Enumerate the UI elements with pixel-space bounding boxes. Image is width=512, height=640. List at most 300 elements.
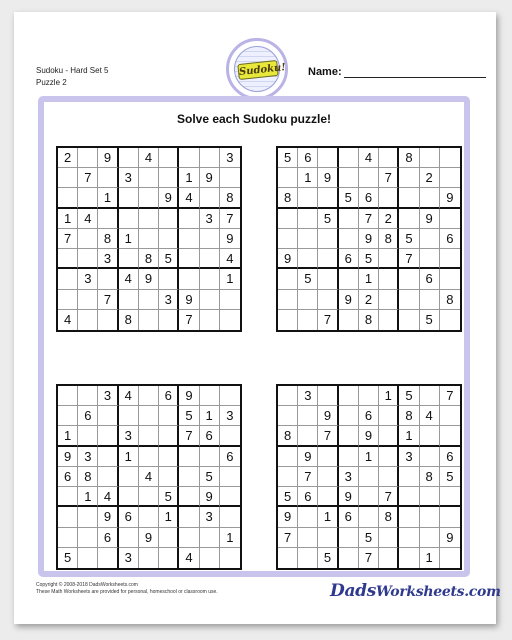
sudoku-cell <box>179 447 199 467</box>
sudoku-cell <box>278 269 298 289</box>
sudoku-cell: 4 <box>119 386 139 406</box>
sudoku-cell: 3 <box>119 548 139 568</box>
sudoku-cell: 7 <box>179 310 199 330</box>
sudoku-cell <box>399 269 419 289</box>
sudoku-grid-1 <box>56 146 242 332</box>
sudoku-cell: 8 <box>379 229 399 249</box>
sudoku-cell <box>399 487 419 507</box>
sudoku-cell <box>318 148 338 168</box>
sudoku-cell <box>119 406 139 426</box>
sudoku-cell: 9 <box>359 229 379 249</box>
sudoku-cell <box>139 426 159 446</box>
sudoku-cell <box>179 269 199 289</box>
sudoku-cell <box>220 467 240 487</box>
sudoku-cell: 9 <box>159 188 179 208</box>
sudoku-cell <box>78 148 98 168</box>
badge-grid-graphic <box>234 46 287 92</box>
sudoku-cell: 1 <box>359 269 379 289</box>
sudoku-cell <box>139 386 159 406</box>
sudoku-cell <box>139 487 159 507</box>
sudoku-cell <box>98 447 118 467</box>
sudoku-cell: 2 <box>379 209 399 229</box>
sudoku-cell <box>159 467 179 487</box>
sudoku-cell: 3 <box>298 386 318 406</box>
sudoku-cell: 5 <box>318 548 338 568</box>
copyright-text: Copyright © 2008-2018 DadsWorksheets.com <box>36 582 138 588</box>
sudoku-cell: 7 <box>359 548 379 568</box>
sudoku-cell <box>139 406 159 426</box>
sudoku-cell: 8 <box>139 249 159 269</box>
sudoku-cell <box>318 467 338 487</box>
sudoku-cell <box>420 188 440 208</box>
sudoku-cell <box>420 487 440 507</box>
sudoku-cell <box>399 528 419 548</box>
sudoku-cell: 7 <box>298 467 318 487</box>
sudoku-cell <box>339 168 359 188</box>
sudoku-cell: 2 <box>420 168 440 188</box>
sudoku-badge-logo <box>226 38 288 100</box>
sudoku-cell <box>98 310 118 330</box>
sudoku-cell: 3 <box>220 406 240 426</box>
sudoku-cell <box>98 426 118 446</box>
sudoku-cell: 7 <box>58 229 78 249</box>
sudoku-cell <box>298 507 318 527</box>
sudoku-cell <box>58 487 78 507</box>
sudoku-cell: 9 <box>98 148 118 168</box>
sudoku-cell: 6 <box>119 507 139 527</box>
sudoku-cell: 9 <box>298 447 318 467</box>
sudoku-cell <box>98 168 118 188</box>
sudoku-cell: 8 <box>78 467 98 487</box>
sudoku-cell: 4 <box>420 406 440 426</box>
sudoku-cell: 5 <box>58 548 78 568</box>
sudoku-cell: 9 <box>420 209 440 229</box>
sudoku-cell <box>98 406 118 426</box>
sudoku-cell <box>379 249 399 269</box>
sudoku-cell: 7 <box>98 290 118 310</box>
sudoku-cell: 9 <box>440 188 460 208</box>
dadsworksheets-logo <box>330 580 501 602</box>
sudoku-cell <box>159 447 179 467</box>
sudoku-cell <box>278 386 298 406</box>
name-label: Name: <box>308 66 342 78</box>
sudoku-cell: 9 <box>98 507 118 527</box>
sudoku-cell: 8 <box>399 406 419 426</box>
sudoku-cell <box>420 426 440 446</box>
sudoku-cell: 8 <box>278 426 298 446</box>
name-line <box>344 77 486 78</box>
sudoku-cell <box>379 188 399 208</box>
sudoku-cell <box>359 467 379 487</box>
sudoku-cell: 4 <box>58 310 78 330</box>
sudoku-cell: 1 <box>119 447 139 467</box>
sudoku-cell: 4 <box>139 148 159 168</box>
sudoku-cell: 6 <box>220 447 240 467</box>
sudoku-cell: 5 <box>339 188 359 208</box>
badge-text: Sudoku! <box>237 60 278 80</box>
sudoku-cell: 9 <box>220 229 240 249</box>
sudoku-cell <box>119 487 139 507</box>
sudoku-cell <box>139 548 159 568</box>
sudoku-cell: 6 <box>440 447 460 467</box>
sudoku-cell <box>119 528 139 548</box>
sudoku-cell <box>278 209 298 229</box>
sudoku-cell <box>379 406 399 426</box>
sudoku-cell <box>220 507 240 527</box>
sudoku-cell <box>298 188 318 208</box>
sudoku-cell <box>399 188 419 208</box>
puzzle-number: Puzzle 2 <box>36 78 67 87</box>
sudoku-cell <box>440 487 460 507</box>
sudoku-cell <box>200 310 220 330</box>
sudoku-cell: 3 <box>200 507 220 527</box>
sudoku-cell <box>159 406 179 426</box>
sudoku-cell <box>159 548 179 568</box>
sudoku-cell <box>139 310 159 330</box>
sudoku-cell <box>139 290 159 310</box>
sudoku-cell <box>200 447 220 467</box>
sudoku-cell: 7 <box>318 426 338 446</box>
sudoku-cell <box>339 269 359 289</box>
sudoku-cell: 5 <box>399 386 419 406</box>
sudoku-cell: 7 <box>278 528 298 548</box>
sudoku-cell <box>318 229 338 249</box>
sudoku-cell: 6 <box>339 249 359 269</box>
sudoku-cell: 8 <box>220 188 240 208</box>
sudoku-cell <box>78 528 98 548</box>
sudoku-cell <box>379 290 399 310</box>
sudoku-cell <box>399 467 419 487</box>
sudoku-cell <box>58 269 78 289</box>
sudoku-cell: 4 <box>119 269 139 289</box>
sudoku-cell: 9 <box>339 487 359 507</box>
sudoku-cell <box>119 148 139 168</box>
sudoku-cell <box>98 548 118 568</box>
sudoku-cell: 5 <box>440 467 460 487</box>
sudoku-cell: 8 <box>440 290 460 310</box>
sudoku-cell <box>58 386 78 406</box>
sudoku-cell <box>399 168 419 188</box>
sudoku-cell: 1 <box>359 447 379 467</box>
sudoku-cell: 5 <box>420 310 440 330</box>
sudoku-cell <box>98 467 118 487</box>
sudoku-cell <box>420 447 440 467</box>
sudoku-cell: 5 <box>359 528 379 548</box>
sudoku-cell: 4 <box>179 188 199 208</box>
sudoku-cell <box>159 528 179 548</box>
sudoku-cell: 1 <box>420 548 440 568</box>
sudoku-cell: 5 <box>200 467 220 487</box>
sudoku-cell <box>200 290 220 310</box>
sudoku-cell <box>200 528 220 548</box>
sudoku-cell: 4 <box>179 548 199 568</box>
sudoku-cell: 6 <box>359 188 379 208</box>
sudoku-cell: 7 <box>220 209 240 229</box>
sudoku-cell <box>119 249 139 269</box>
sudoku-cell: 9 <box>200 168 220 188</box>
sudoku-cell: 3 <box>220 148 240 168</box>
sudoku-cell: 6 <box>420 269 440 289</box>
sudoku-cell <box>278 406 298 426</box>
sudoku-cell: 3 <box>98 249 118 269</box>
sudoku-grid-2 <box>276 146 462 332</box>
sudoku-cell <box>339 148 359 168</box>
sudoku-cell <box>159 310 179 330</box>
sudoku-cell: 7 <box>179 426 199 446</box>
sudoku-cell <box>420 229 440 249</box>
sudoku-cell <box>339 447 359 467</box>
sudoku-grid-4 <box>276 384 462 570</box>
sudoku-cell <box>278 467 298 487</box>
sudoku-cell <box>78 229 98 249</box>
sudoku-cell <box>220 168 240 188</box>
sudoku-cell <box>379 148 399 168</box>
sudoku-cell <box>179 487 199 507</box>
sudoku-cell <box>339 426 359 446</box>
sudoku-cell: 1 <box>318 507 338 527</box>
sudoku-cell: 1 <box>98 188 118 208</box>
sudoku-cell <box>179 507 199 527</box>
sudoku-cell <box>78 290 98 310</box>
sudoku-cell <box>379 548 399 568</box>
sudoku-cell <box>440 168 460 188</box>
sudoku-cell <box>278 290 298 310</box>
sudoku-cell: 7 <box>399 249 419 269</box>
sudoku-cell <box>179 528 199 548</box>
sudoku-cell: 8 <box>278 188 298 208</box>
sudoku-cell <box>298 290 318 310</box>
sudoku-cell: 6 <box>298 148 318 168</box>
sudoku-cell <box>318 269 338 289</box>
sudoku-cell <box>278 447 298 467</box>
sudoku-cell <box>58 406 78 426</box>
sudoku-cell <box>200 229 220 249</box>
puzzle-panel <box>38 96 470 577</box>
sudoku-cell: 2 <box>58 148 78 168</box>
sudoku-cell <box>98 209 118 229</box>
sudoku-cell: 3 <box>339 467 359 487</box>
sudoku-cell <box>200 249 220 269</box>
sudoku-cell: 6 <box>440 229 460 249</box>
sudoku-cell <box>179 229 199 249</box>
sudoku-cell <box>440 148 460 168</box>
sudoku-cell: 5 <box>278 487 298 507</box>
sudoku-cell <box>298 548 318 568</box>
sudoku-cell <box>420 507 440 527</box>
sudoku-cell <box>278 168 298 188</box>
sudoku-cell: 6 <box>98 528 118 548</box>
sudoku-cell: 4 <box>78 209 98 229</box>
sudoku-cell <box>440 269 460 289</box>
sudoku-cell: 5 <box>399 229 419 249</box>
sudoku-cell: 3 <box>78 269 98 289</box>
sudoku-cell: 7 <box>440 386 460 406</box>
sudoku-cell <box>139 447 159 467</box>
sudoku-cell: 8 <box>359 310 379 330</box>
sudoku-cell: 3 <box>78 447 98 467</box>
sudoku-cell <box>339 406 359 426</box>
sudoku-cell <box>298 406 318 426</box>
sudoku-cell <box>318 487 338 507</box>
sudoku-cell <box>278 548 298 568</box>
sudoku-cell <box>339 548 359 568</box>
sudoku-cell: 6 <box>339 507 359 527</box>
sudoku-cell <box>399 209 419 229</box>
sudoku-cell <box>220 426 240 446</box>
sudoku-cell <box>78 310 98 330</box>
sudoku-cell: 8 <box>119 310 139 330</box>
sudoku-cell <box>200 148 220 168</box>
sudoku-cell: 8 <box>420 467 440 487</box>
worksheet-title: Sudoku - Hard Set 5 <box>36 66 109 75</box>
sudoku-cell <box>359 507 379 527</box>
sudoku-cell <box>78 249 98 269</box>
sudoku-cell: 9 <box>440 528 460 548</box>
sudoku-cell <box>220 487 240 507</box>
sudoku-cell: 1 <box>379 386 399 406</box>
sudoku-cell: 5 <box>318 209 338 229</box>
sudoku-cell <box>298 528 318 548</box>
sudoku-cell: 5 <box>159 249 179 269</box>
sudoku-cell <box>200 548 220 568</box>
footer <box>36 582 218 596</box>
sudoku-cell <box>179 249 199 269</box>
sudoku-cell: 4 <box>98 487 118 507</box>
sudoku-cell <box>339 229 359 249</box>
sudoku-cell <box>359 168 379 188</box>
sudoku-cell: 7 <box>379 487 399 507</box>
sudoku-cell <box>298 229 318 249</box>
logo-prefix: Dads <box>330 581 377 601</box>
sudoku-cell <box>298 249 318 269</box>
worksheet-header <box>36 65 108 89</box>
sudoku-cell <box>119 290 139 310</box>
sudoku-cell: 5 <box>278 148 298 168</box>
sudoku-cell <box>420 290 440 310</box>
sudoku-cell <box>78 507 98 527</box>
sudoku-cell: 3 <box>119 426 139 446</box>
sudoku-cell: 1 <box>119 229 139 249</box>
sudoku-cell: 9 <box>58 447 78 467</box>
sudoku-cell <box>379 310 399 330</box>
sudoku-cell: 3 <box>399 447 419 467</box>
sudoku-cell <box>440 507 460 527</box>
sudoku-cell: 5 <box>298 269 318 289</box>
sudoku-cell <box>139 188 159 208</box>
sudoku-cell: 6 <box>159 386 179 406</box>
sudoku-cell <box>399 548 419 568</box>
sudoku-cell <box>78 386 98 406</box>
sudoku-cell <box>379 467 399 487</box>
sudoku-cell: 9 <box>200 487 220 507</box>
sudoku-cell: 1 <box>200 406 220 426</box>
sudoku-cell <box>78 188 98 208</box>
sudoku-cell <box>318 249 338 269</box>
sudoku-cell: 6 <box>58 467 78 487</box>
sudoku-cell <box>179 467 199 487</box>
sudoku-cell <box>179 148 199 168</box>
sudoku-cell <box>298 209 318 229</box>
sudoku-cell <box>339 386 359 406</box>
sudoku-cell <box>58 249 78 269</box>
sudoku-cell <box>440 426 460 446</box>
sudoku-cell: 2 <box>359 290 379 310</box>
sudoku-cell <box>440 209 460 229</box>
sudoku-cell: 1 <box>159 507 179 527</box>
sudoku-cell: 3 <box>119 168 139 188</box>
sudoku-cell: 5 <box>179 406 199 426</box>
sudoku-cell <box>399 290 419 310</box>
sudoku-cell <box>58 528 78 548</box>
sudoku-cell: 6 <box>298 487 318 507</box>
sudoku-cell <box>159 209 179 229</box>
sudoku-cell <box>220 548 240 568</box>
sudoku-cell <box>318 188 338 208</box>
sudoku-cell <box>58 168 78 188</box>
sudoku-cell: 7 <box>379 168 399 188</box>
sudoku-cell <box>339 528 359 548</box>
sudoku-cell: 6 <box>359 406 379 426</box>
sudoku-cell: 1 <box>220 528 240 548</box>
sudoku-cell: 8 <box>98 229 118 249</box>
sudoku-cell: 8 <box>399 148 419 168</box>
sudoku-cell <box>440 249 460 269</box>
sudoku-cell: 5 <box>159 487 179 507</box>
sudoku-cell: 9 <box>179 386 199 406</box>
sudoku-cell <box>58 290 78 310</box>
sudoku-cell: 9 <box>139 528 159 548</box>
sudoku-cell <box>159 168 179 188</box>
sudoku-cell: 4 <box>220 249 240 269</box>
sudoku-cell <box>359 487 379 507</box>
sudoku-cell <box>318 528 338 548</box>
sudoku-cell: 1 <box>78 487 98 507</box>
sudoku-cell: 1 <box>58 209 78 229</box>
sudoku-cell: 1 <box>220 269 240 289</box>
sudoku-cell: 5 <box>359 249 379 269</box>
sudoku-cell: 1 <box>179 168 199 188</box>
instructions: Solve each Sudoku puzzle! <box>176 112 332 126</box>
sudoku-cell <box>200 269 220 289</box>
sudoku-cell <box>139 229 159 249</box>
sudoku-cell <box>318 290 338 310</box>
sudoku-cell: 7 <box>78 168 98 188</box>
sudoku-cell <box>179 209 199 229</box>
sudoku-cell <box>278 229 298 249</box>
logo-suffix: Worksheets.com <box>376 584 501 600</box>
sudoku-cell <box>440 310 460 330</box>
sudoku-cell <box>379 528 399 548</box>
sudoku-cell <box>200 386 220 406</box>
sudoku-cell <box>278 310 298 330</box>
sudoku-cell <box>159 426 179 446</box>
sudoku-cell: 6 <box>78 406 98 426</box>
sudoku-cell <box>119 188 139 208</box>
sudoku-grid-3 <box>56 384 242 570</box>
sudoku-cell <box>58 507 78 527</box>
sudoku-cell <box>139 168 159 188</box>
sudoku-cell <box>78 548 98 568</box>
sudoku-cell <box>440 406 460 426</box>
sudoku-cell: 4 <box>359 148 379 168</box>
sudoku-cell <box>298 426 318 446</box>
sudoku-cell <box>420 528 440 548</box>
sudoku-cell <box>139 507 159 527</box>
sudoku-cell: 9 <box>179 290 199 310</box>
sudoku-cell <box>440 548 460 568</box>
sudoku-cell: 8 <box>379 507 399 527</box>
sudoku-cell: 1 <box>58 426 78 446</box>
